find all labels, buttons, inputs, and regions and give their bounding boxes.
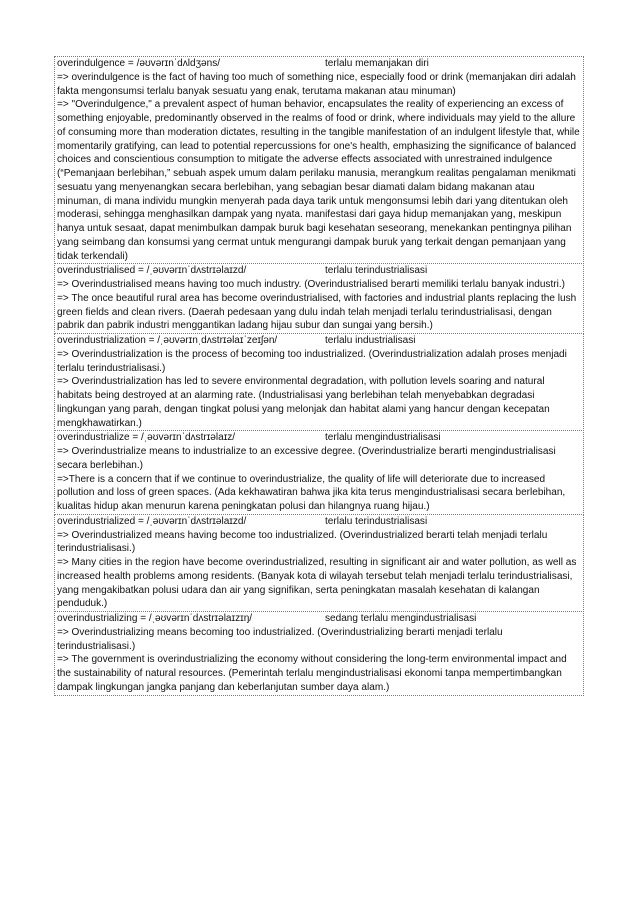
entry-overindustrialization <box>54 333 584 431</box>
entry-term: overindustrialized = /ˌəʊvərɪnˈdʌstrɪəlaɪzd/ <box>57 515 247 527</box>
entry-header <box>57 264 581 278</box>
entry-example: => Many cities in the region have become overindustrialized, resulting in significant air and water pollution, as well as increased health problems among residents. (Banyak kota di wilayah tersebut telah menjadi terlalu terindustrialisasi, yang mengakibatkan polusi udara dan air yang signifikan, serta peningkatan masalah kesehatan di kalangan penduduk.) <box>57 557 577 610</box>
entry-example: => "Overindulgence," a prevalent aspect of human behavior, encapsulates the reality of experiencing an excess of something enjoyable, predominantly observed in the realms of food or drink, where individuals may yield to the allure of consuming more than moderation dictates, resulting in the tangible manifestation of an indulgent lifestyle that, while momentarily gratifying, can lead to potential repercussions for one's health, emphasizing the significance of balanced choices and conscientious consumption to mitigate the adverse effects associated with unrestrained indulgence (“Pemanjaan berlebihan,” sebuah aspek umum dalam perilaku manusia, merangkum realitas pengalaman menikmati sesuatu yang menyenangkan secara berlebihan, yang sebagian besar diamati dalam bidang makanan atau minuman, di mana individu mungkin menyerah pada daya tarik untuk mengonsumsi lebih dari yang ditentukan oleh moderasi, sehingga menghasilkan dampak yang nyata. manifestasi dari gaya hidup memanjakan yang, meskipun hanya untuk sesaat, dapat menimbulkan dampak buruk bagi kesehatan seseorang, menekankan pentingnya pilihan yang seimbang dan konsumsi yang cermat untuk mengurangi dampak buruk yang terkait dengan pemanjaan yang tidak terkendali) <box>57 99 580 262</box>
entry-example: => The government is overindustrializing the economy without considering the long-term environmental impact and the sustainability of natural resources. (Pemerintah terlalu mengindustrialisasi ekonomi tanpa mempertimbangkan dampak lingkungan jangka panjang dan keberlanjutan sumber daya alam.) <box>57 654 567 693</box>
entry-header <box>57 334 581 348</box>
entry-definition: => Overindustrialization is the process of becoming too industrialized. (Overindustrialization adalah proses menjadi terlalu terindustrialisasi.) <box>57 348 567 374</box>
entry-overindustrialize <box>54 430 584 515</box>
entry-header <box>57 57 581 71</box>
entry-example: => The once beautiful rural area has become overindustrialised, with factories and industrial plants replacing the lush green fields and clean rivers. (Daerah pedesaan yang dulu indah telah menjadi terlalu terindustrialisasi, dengan pabrik dan pabrik industri menggantikan ladang hijau subur dan sungai yang bersih.) <box>57 292 577 332</box>
entry-meaning: terlalu terindustrialisasi <box>325 515 428 527</box>
dictionary-page <box>54 57 584 696</box>
entry-definition: => overindulgence is the fact of having too much of something nice, especially food or drink (memanjakan diri adalah fakta mengonsumsi terlalu banyak sesuatu yang enak, terutama makanan atau minuman) <box>57 71 576 97</box>
entry-overindustrializing <box>54 611 584 696</box>
entry-term: overindustrialize = /ˌəʊvərɪnˈdʌstrɪəlaɪz/ <box>57 432 236 444</box>
entry-overindustrialized <box>54 514 584 612</box>
entry-term: overindulgence = /əʊvərɪnˈdʌldʒəns/ <box>57 58 221 69</box>
entry-meaning: terlalu industrialisasi <box>325 335 416 346</box>
entry-overindustrialised <box>54 263 584 334</box>
entry-meaning: terlalu memanjakan diri <box>325 58 429 69</box>
entry-header <box>57 431 581 445</box>
entry-term: overindustrialization = /ˌəʊvərɪnˌdʌstrɪəlaɪˈzeɪʃən/ <box>57 335 278 346</box>
entry-definition: => Overindustrialize means to industrialize to an excessive degree. (Overindustrialize berarti mengindustrialisasi secara berlebihan.) <box>57 446 556 471</box>
entry-meaning: terlalu terindustrialisasi <box>325 265 428 277</box>
entry-term: overindustrialised = /ˌəʊvərɪnˈdʌstrɪəlaɪzd/ <box>57 265 247 277</box>
entry-definition: => Overindustrializing means becoming too industrialized. (Overindustrializing berarti menjadi terlalu terindustrialisasi.) <box>57 626 503 652</box>
entry-overindulgence <box>54 56 584 264</box>
entry-example: =>There is a concern that if we continue to overindustrialize, the quality of life will deteriorate due to increased pollution and loss of green spaces. (Ada kekhawatiran bahwa jika kita terus mengindustrialisasi secara berlebihan, kualitas hidup akan menurun karena peningkatan polusi dan hilangnya ruang hijau.) <box>57 473 566 512</box>
entry-definition: => Overindustrialized means having become too industrialized. (Overindustrialized berarti telah menjadi terlalu terindustrialisasi.) <box>57 529 548 555</box>
entry-example: => Overindustrialization has led to severe environmental degradation, with pollution levels soaring and natural habitats being destroyed at an alarming rate. (Industrialisasi yang berlebihan telah menyebabkan degradasi lingkungan yang parah, dengan tingkat polusi yang melonjak dan habitat alami yang hancur dengan kecepatan mengkhawatirkan.) <box>57 376 550 429</box>
entry-term: overindustrializing = /ˌəʊvərɪnˈdʌstrɪəlaɪzɪŋ/ <box>57 613 253 624</box>
entry-header <box>57 612 581 626</box>
entry-meaning: terlalu mengindustrialisasi <box>325 432 441 444</box>
entry-header <box>57 515 581 529</box>
entry-meaning: sedang terlalu mengindustrialisasi <box>325 613 477 624</box>
entry-definition: => Overindustrialised means having too much industry. (Overindustrialised berarti memiliki terlalu banyak industri.) <box>57 279 565 290</box>
